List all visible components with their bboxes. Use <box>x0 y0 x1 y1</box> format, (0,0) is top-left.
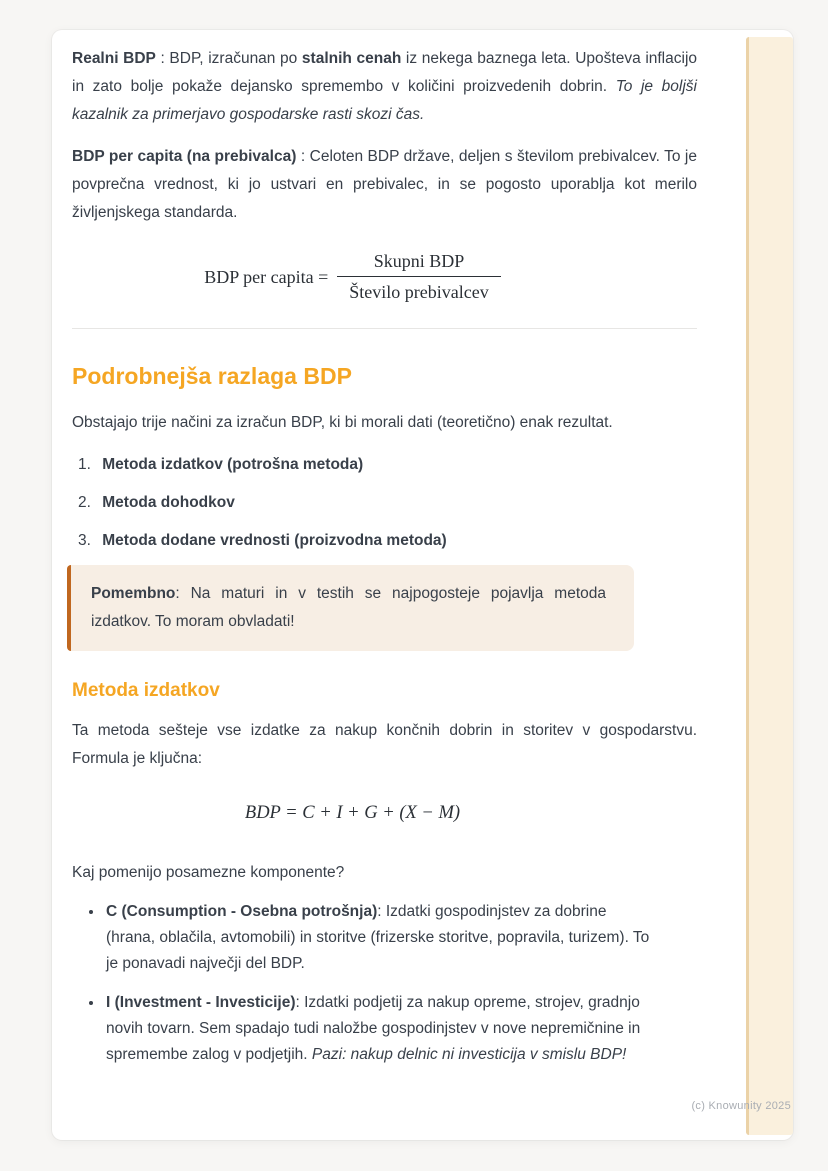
text-segment: iz nekega baznega leta. Upošteva inflacijo in zato bolje pokaže dejansko spremembo v količini proizvedenih dobrin. <box>72 50 698 95</box>
list-item-method-2 <box>78 489 697 517</box>
list-item-method-3 <box>78 527 697 555</box>
next-page-edge <box>746 37 793 1135</box>
formula-lhs: BDP per capita = <box>204 266 329 287</box>
paragraph-metoda-intro: Ta metoda sešteje vse izdatke za nakup končnih dobrin in storitev v gospodarstvu. Formula je ključna: <box>72 722 697 767</box>
list-number: 3. <box>78 532 91 549</box>
text-segment: To je boljši kazalnik za primerjavo gospodarske rasti skozi čas. <box>72 78 697 123</box>
paragraph-bdp-per-capita <box>72 143 697 227</box>
methods-ordered-list <box>72 451 697 555</box>
bullet-item-consumption <box>104 899 652 977</box>
fraction-numerator: Skupni BDP <box>337 249 500 277</box>
list-number: 1. <box>78 456 91 473</box>
important-callout <box>67 565 634 651</box>
heading-metoda-izdatkov: Metoda izdatkov <box>72 680 220 701</box>
text-segment: Realni BDP <box>72 50 156 67</box>
copyright-watermark: (c) Knowunity 2025 <box>691 1100 791 1112</box>
components-bullet-list <box>72 899 652 1068</box>
bullet-item-investment <box>104 990 652 1068</box>
list-label: Metoda dodane vrednosti (proizvodna metoda) <box>102 532 447 549</box>
formula-bdp-expenditure: BDP = C + I + G + (X − M) <box>244 803 461 823</box>
text-segment: : Izdatki gospodinjstev za dobrine (hrana, oblačila, avtomobili) in storitve (frizerske storitve, popravila, turizem). To je ponavadi največji del BDP. <box>106 903 650 972</box>
fraction-denominator: Število prebivalcev <box>349 282 489 302</box>
page-content <box>72 30 697 1081</box>
text-segment: Pazi: nakup delnic ni investicija v smislu BDP! <box>311 1046 627 1063</box>
paragraph-components-question: Kaj pomenijo posamezne komponente? <box>72 864 345 881</box>
text-segment: : Izdatki podjetij za nakup opreme, strojev, gradnjo novih tovarn. Sem spadajo tudi naložbe gospodinjstev v nove nepremičnine in spremembe zalog v podjetjih. <box>106 994 641 1063</box>
text-segment: C (Consumption - Osebna potrošnja) <box>106 903 378 920</box>
text-segment: I (Investment - Investicije) <box>106 994 296 1011</box>
text-segment: : BDP, izračunan po <box>155 50 302 67</box>
paragraph-realni-bdp <box>72 45 697 129</box>
text-segment: : Na maturi in v testih se najpogosteje pojavlja metoda izdatkov. To moram obvladati! <box>91 585 606 630</box>
formula-fraction <box>337 249 500 304</box>
section-divider <box>72 328 697 329</box>
formula-bdp-per-capita <box>40 249 665 304</box>
document-page <box>52 30 793 1140</box>
list-item-method-1 <box>78 451 697 479</box>
list-label: Metoda izdatkov (potrošna metoda) <box>102 456 364 473</box>
list-number: 2. <box>78 494 91 511</box>
text-segment: : Celoten BDP države, deljen s številom prebivalcev. To je povprečna vrednost, ki jo ustvari en prebivalec, in se pogosto uporablja kot merilo življenjskega standarda. <box>72 148 697 221</box>
paragraph-methods-intro: Obstajajo trije načini za izračun BDP, ki bi morali dati (teoretično) enak rezultat. <box>72 414 613 431</box>
text-segment: BDP per capita (na prebivalca) <box>72 148 297 165</box>
text-segment: stalnih cenah <box>301 50 402 67</box>
text-segment: Pomembno <box>91 585 176 602</box>
heading-podrobnejsa-razlaga: Podrobnejša razlaga BDP <box>72 363 352 389</box>
list-label: Metoda dohodkov <box>102 494 235 511</box>
